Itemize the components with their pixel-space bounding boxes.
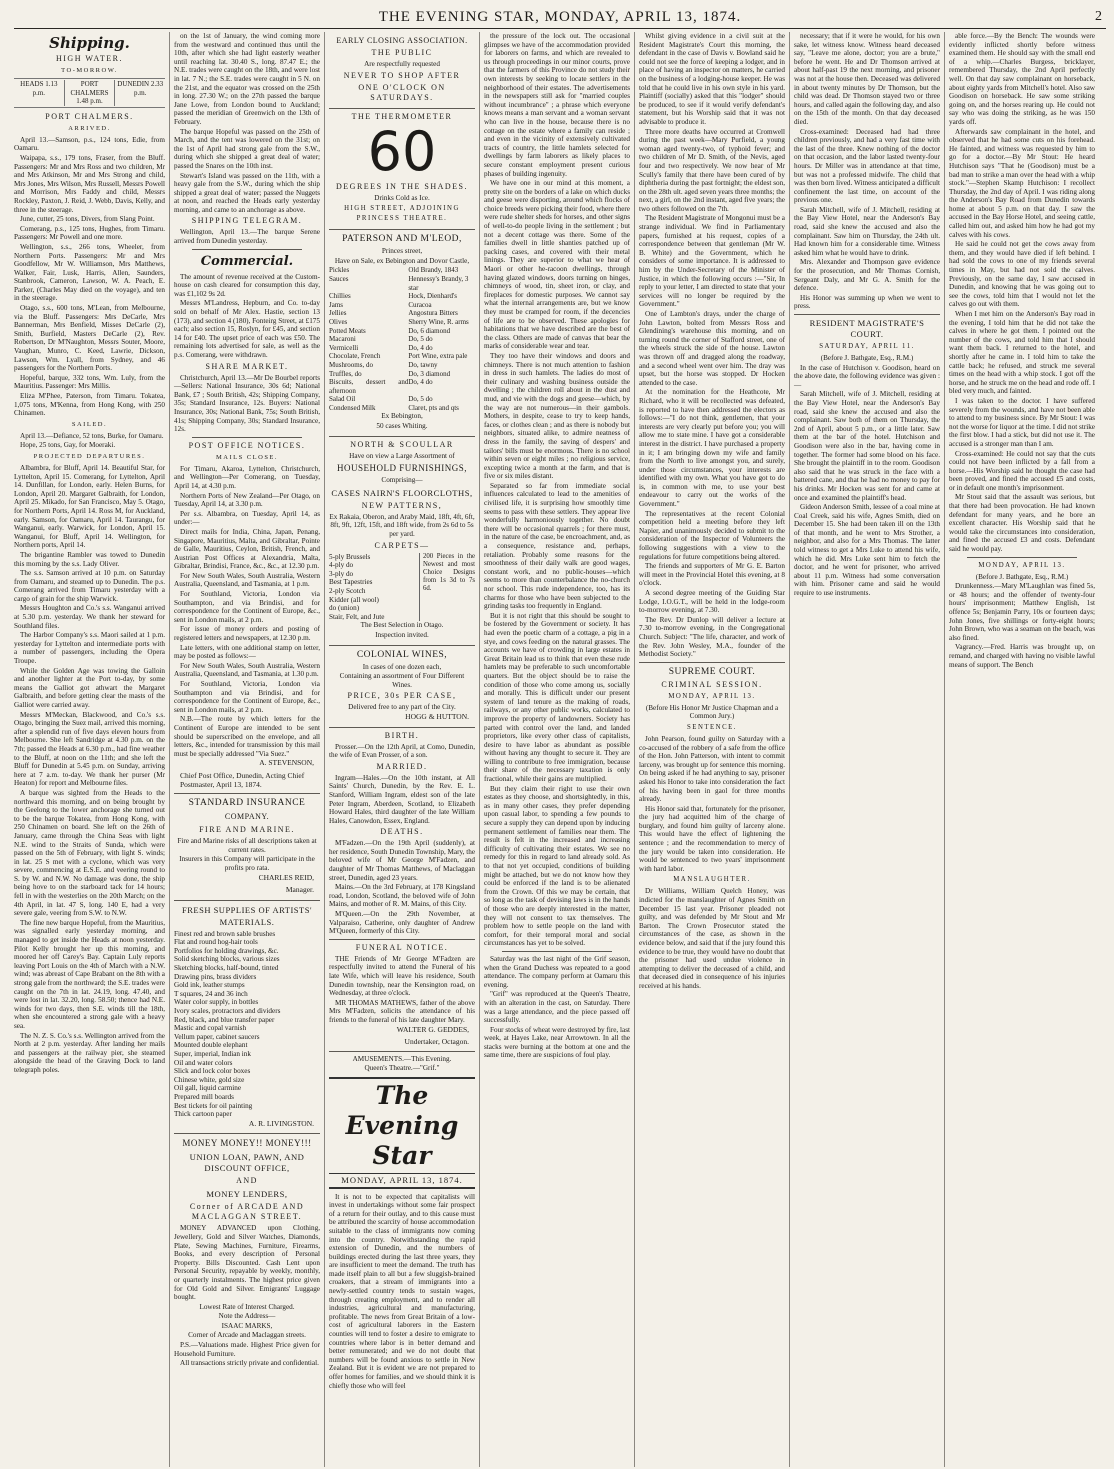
shipping-telegram-heading: SHIPPING TELEGRAM. — [191, 216, 303, 226]
post-office-heading: POST OFFICE NOTICES. — [188, 440, 306, 450]
column-4 — [479, 32, 634, 1467]
post-notice: For Timaru, Akaroa, Lyttelton, Christchurch, and Wellington—Per Comerang, on Tuesday, April 14, at 4.30 p.m. — [174, 464, 320, 490]
news-item: Four stocks of wheat were destroyed by fire, last week, at Hayes Lake, near Arrowtown. In all the stacks were burning at the bottom at one and the same time, there are suspicions of foul play. — [484, 1025, 630, 1060]
artists-list-item: Vellum paper, cabinet saucers — [174, 1032, 260, 1041]
goods-row — [329, 301, 475, 310]
goods-cell: Port Wine, extra pale — [408, 352, 468, 361]
goods-cell: Do, 3 diamond — [408, 369, 451, 378]
rm-court-date: SATURDAY, APRIL 11. — [819, 343, 915, 350]
early-closing-text: Are respectfully requested — [364, 60, 440, 68]
goods-cell: Angostura Bitters — [408, 309, 458, 318]
commercial-entry: Messrs M'Landress, Hepburn, and Co. to-day sold on behalf of Mr Alex. Hastie, section 13 (173), and section 4 (180), Fonteirg Street, at £175 each; also section 15, Roslyn, for £45, and section 14 for £40. The upset price of each was £50. The remaining lots advertised for sale, as well as the p.s. Comerang, were withdrawn. — [174, 299, 320, 359]
column-2 — [169, 32, 324, 1467]
thermometer-text: Drinks Cold as Ice. — [374, 193, 430, 202]
shipping-news: The fine new barque Hopeful, from the Mauritius, was signalled early yesterday morning, and managed to get inside the Heads at noon yesterday. Pilot Kelly brought her up this morning, and moored her off Carey's Bay. Captain Luly reports leaving Port Louis on the 4th of March with a N.W. wind; was abreast of Cape Brabant on the 8th with a strong gale from the northward; the S.E. trades were caught on the 7th in lat. 24.19, long. 47.40, and were lost in lat. 32.20, long. 58.50; thence had N.E. winds for two days, then S.E. winds till the 18th, when she encountered a strong gale with a heavy sea. — [14, 918, 165, 1030]
goods-row — [329, 378, 475, 395]
artists-list-item: Portfolios for holding drawings, &c. — [174, 946, 279, 955]
court-report: Drunkenness.—Mary M'Laughlan was fined 5s, or 48 hours; and the offender of twenty-four hours' imprisonment; Matthew English, 1st offence 5s; Benjamin Parry, 10s or fourteen days; John Jones, five shillings or forty-eight hours; John Brown, who was a seaman on the beach, was also fined. — [949, 582, 1095, 642]
court-report: Gideon Anderson Smith, lessee of a coal mine at Coal Creek, said his wife, Agnes Smith, died on December 15. She had been taken ill on the 13th of that month, and he went to Mrs Strother, a neighbor, and also for a Mrs Thomas. The latter told witness to get a Mrs Luke to attend his wife, which he did. Mrs Luke sent him to fetch the doctor, and he went for prisoner, who arrived about 11 p.m. Witness had some conversation with him. Prisoner came and said he would require to use instruments. — [794, 503, 940, 598]
paper-title: The Evening Star — [329, 1077, 475, 1174]
insurance-subtitle: COMPANY. — [224, 812, 270, 822]
news-item: "Grif" was reproduced at the Queen's Theatre, with an alteration in the cast, on Saturday. There was a large attendance, and the piece passed off successfully. — [484, 990, 630, 1025]
thermometer-unit: DEGREES IN THE SHADES. — [336, 181, 468, 191]
editorial-text: But it is not right that this should be sought to be fostered by the Government or society. It has had even the poetic charm of a cottage, a pig in a stye, and cows feeding on the natural grasses. The accounts we have of crowding in large estates in Great Britain lead us to think that even these rude hamlets may be preferable to such uncomfortable quarters. But the object should be to raise the condition of those who come among us, socially and morally. This is difficult under our present system of land tenure as the making of roads, railways, or any other public works, calculated to improve the property of landowners. Society has parted with control over the land, and landed proprietors, like every other class of capitalists, desire to have labor as abundant as possible without having any thought to secure it. They are willing to contribute to free immigration, because their share of the necessary taxation is only fractional, while their gains are multiplied. — [484, 611, 630, 784]
court-report: I was taken to the doctor. I have suffered severely from the wounds, and have not been able to attend to my business since. By Mr Stout: I was not the worse for liquor at the time. I did not strike the first blow. I had a stick, but did not use it. The accused is a stronger man than I am. — [949, 396, 1095, 448]
goods-cell: Jams — [329, 300, 343, 309]
goods-cell: Hock, Dienhard's — [408, 292, 458, 301]
artists-list-item: Slick and lock color boxes — [174, 1067, 251, 1076]
court-before: (Before His Honor Mr Justice Chapman and a Common Jury.) — [645, 703, 779, 721]
goods-cell: Macaroni — [329, 335, 356, 344]
court-report: Afterwards saw complainant in the hotel, and observed that he had some cuts on his forehead. He fainted, and witness was requested by him to go for a doctor.—By Mr Stout: He heard Hutchison says "That he (Goodison) must be a bad man to strike a man over the head with a whip stock."—Stephen Skamp Hutchison: I recollect Thursday, the 2nd day of April. I was riding along the Anderson's Bay Road from Dunedin towards home at about 5 p.m. on that day. I saw the accused in the Bay Horse Hotel, and seeing cattle, called him out, and asked him how he had got my calves with his cows. — [949, 127, 1095, 239]
post-notice: For Southland, Victoria, London via Southampton, and via Brindisi, and for correspondence for the Continent of Europe, &c., sent in London mails, at 2 p.m. — [174, 590, 320, 624]
editorial-text: Separated so far from immediate social influences calculated to lead to the amenities of civilised life, it is surprising how smoothly time seems to pass with these settlers. They appear live wonderfully harmoniously together. No doubt there will be occasional quarrels ; for there must, in the nature of the case, be encroachment, and, as a consequence, resistance and, perhaps, retaliation. Probably some reasons for the smoothness of their daily walk are good wages, constant work, and no public-houses—which seems to more than counterbalance the no-church nor school. This rude independence, too, has its charms for those who have been subjected to the grinding tasks too frequently in England. — [484, 481, 630, 611]
divider — [329, 436, 475, 437]
thermometer-address: HIGH STREET, ADJOINING PRINCESS THEATRE. — [344, 205, 460, 223]
column-3 — [324, 32, 479, 1467]
post-notice: For issue of money orders and posting of registered letters and newspapers, at 12.30 p.m. — [174, 625, 320, 643]
death-notice: M'Fadzen.—On the 19th April (suddenly), at her residence, South Dunedin Township, Mary, the beloved wife of Mr George M'Fadzen, and daughter of Mr Thomas Matthews, of Maclaggan street, Dunedin, aged 23 years. — [329, 839, 476, 882]
loan-subtitle: MONEY LENDERS, — [206, 1189, 288, 1200]
loan-text: MONEY ADVANCED upon Clothing, Jewellery, Gold and Silver Watches, Diamonds, Plate, Sewing Machines, Furniture, Firearms, Books, and every description of Personal Property. Bills Discounted. Cash Lent upon Personal Security, repayable by weekly, monthly, or quarterly instalments. The highest price given for Old Gold and Silver. Emigrants' Luggage bought. — [174, 1224, 320, 1302]
goods-cell: Sherry Wine, R. arms — [408, 317, 469, 326]
court-report: able force.—By the Bench: The wounds were evidently inflicted shortly before witness examined them. He should say with the small end of a whip.—Charles Burgess, bricklayer, remembered Thursday, the 2nd April perfectly well. On that day saw complainant on horseback, about eighty yards from Mitchell's hotel. Also saw Goodison on horseback. He saw some striking going on, and the horses rearing up. He could not say who was doing the striking, as he was 150 yards off. — [949, 32, 1095, 126]
column-6 — [789, 32, 944, 1467]
news-item: Saturday was the last night of the Grif season, when the Grand Duchess was repeated to a good attendance. The company perform at Oamaru this evening. — [484, 954, 630, 989]
birth-notice: Prosser.—On the 12th April, at Como, Dunedin, the wife of Evan Prosser, of a son. — [329, 742, 475, 760]
divider — [329, 229, 475, 230]
undertaker-role: Undertaker, Octagon. — [404, 1037, 469, 1047]
goods-row — [329, 266, 475, 275]
shipping-news: The brigantine Rambler was towed to Dunedin this morning by the s.s. Lady Oliver. — [14, 550, 165, 568]
birth-heading: BIRTH. — [384, 730, 420, 740]
married-heading: MARRIED. — [376, 761, 428, 771]
amusements-entry: Queen's Theatre.—"Grif." — [364, 1064, 440, 1073]
goods-row — [329, 335, 475, 344]
wines-price: PRICE, 30s PER CASE, — [347, 691, 457, 701]
goods-cell: Curacoa — [408, 300, 432, 309]
carpet-item: 5-ply Brussels — [329, 552, 371, 561]
insurance-ad — [174, 797, 320, 895]
insurance-role: Manager. — [285, 885, 314, 895]
paterson-mleod-ad — [329, 233, 475, 430]
insurance-title: STANDARD INSURANCE — [188, 798, 306, 809]
goods-cell: Do, 4 do — [408, 378, 433, 387]
post-notice: Per s.s. Albambra, on Tuesday, April 14, as under:— — [174, 509, 320, 527]
postmaster-title: Chief Post Office, Dunedin, Acting Chief Postmaster, April 13, 1874. — [180, 770, 305, 789]
goods-cell: Chillies — [329, 292, 351, 301]
arrival-entry: Waipapa, s.s., 179 tons, Fraser, from the Bluff. Passengers: Mr and Mrs Ross and two children, Mr and Mrs Atkinson, Mr and Mrs Strong and child, Mrs Jones, Mrs Wilson, Mrs Russell, Messrs Powell and Morrison, Mrs Faddy and child, Messrs Rockley, Paxton, J. Reid, J. Webb, Davis, Kelly, and three in the steerage. — [14, 153, 165, 214]
early-closing-ad — [329, 35, 475, 103]
goods-cell: Vermicelli — [329, 343, 359, 352]
loan-and: AND — [236, 1176, 258, 1186]
shipping-news: While the Golden Age was towing the Galloin and another lighter at the Port to-day, by some means the Galliot got athwart the Margaret Galbraith, and before getting clear the masts of the Galliot were carried away. — [14, 666, 165, 709]
editorial-text: They too have their windows and doors and chimneys. There is not much attention to fashion in dress in such hamlets. The ladies do most of their culinary and washing business outside the dwelling ; the children roll about in the dust and mud, and vie with the dogs and geese—which, by the way are not numerous—in their gambols. Mothers, in despite, cease to try to keep hands, faces, or clothes clean ; and as there is nobody but neighbors, situated alike, to admire neatness of dress in the family, the saving of despers' and tailors' bills must be enormous. There is no school within seven or eight miles ; no religious service, excepting twice a month at the farm, and that is five or six miles distant. — [484, 351, 630, 481]
carpets-block — [329, 553, 475, 622]
death-notice: M'Queen.—On the 29th November, at Valparaiso, Catherine, only daughter of Andrew M'Queen, formerly of this City. — [329, 910, 475, 936]
carpet-item: Kidder (all wool) — [329, 595, 379, 604]
paterson-ex: 50 cases Whiting. — [376, 422, 428, 431]
artists-list-item: T squares, 24 and 36 inch — [174, 989, 248, 998]
shipping-news: Messrs M'Meckan, Blackwood, and Co.'s s.s. Otago, bringing the Suez mail, arrived this morning, after a splendid run of five days eleven hours from Melbourne. She left Sandridge at 4.30 p.m. on the 7th; passed the Heads at 6.30 p.m., had fine weather to the Bluff, at noon on the 11th; and she left the Bluff for Dunedin at 5.45 p.m. on Sunday, arriving here at 7 a.m. to-day. We thank her purser (Mr Heaton) for report and Melbourne files. — [14, 710, 165, 788]
court-report: In the case of Hutchison v. Goodison, heard on the above date, the following evidence was given :— — [794, 363, 940, 389]
artists-list-item: Solid sketching blocks, various sizes — [174, 955, 280, 964]
goods-cell: Salad Oil — [329, 395, 356, 404]
news-item: The Rev. Dr Dunlop will deliver a lecture at 7.30 to-morrow evening, in the Congregational Church. Subject: "The life, character, and work of the Rev. John Wesley, M.A., founder of the Methodist Society." — [639, 615, 785, 659]
shipping-news: on the 1st of January, the wind coming more from the westward and continued thus until the 10th, after which she had light easterly weather until reaching lat. 30.40 S., long. 87.47 E.; the N.E. trades were caught on the 18th, and were lost in lat. 7 N.; the S.E. trades were caught in 5 N. on the 21st, and the equator was crossed on the 25th in long. 27.30 W.; on the 27th passed the barque Jane Lowe, from London bound to Auckland; passed the meridian of Greenwich on the 13th of February. — [174, 32, 320, 126]
editorial-text: the pressure of the lock out. The occasional glimpses we have of the accommodation provided for laborers on farms, and which are revealed to us through proceedings in our minor courts, prove that the farmers of this Province do not study their own interests by seeking to locate settlers in the neighborhood of their estates. The advertisements in the newspapers still ask for "married couples without incumbrance" ; a phrase which everyone knows means a man servant and a woman servant who can live in the house, because there is no cottage on the estate where a family can reside ; and even in the vicinity of extensively cultivated tracts of country, the little hamlets selected for dwellings by farm laborers as likely places to secure constant employment present curious phases of building ingenuity. — [484, 32, 630, 178]
divider — [192, 437, 302, 438]
goods-row — [329, 344, 475, 353]
editorial-text: It is not to be expected that capitalists will invest in undertakings without some fair prospect of a return for their outlay, and to this cause must be attributed the scarcity of house accommodation suitable to the class of immigrants now coming into the country. Notwithstanding the rapid extension of Dunedin, and the numbers of buildings erected during the last three years, they are insufficient to meet the demand. The truth has made itself plain to all but a few sluggish-brained croakers, that a stream of immigrants into a newly-settled country tends to sustain wages, through creating employment, and to render all industries, agricultural and manufacturing, profitable. The news from Great Britain of a low-cost of agricultural laborers in the Eastern counties will tend to foster a desire to emigrate to countries where labor is in better demand and better remunerated; and we do not doubt that numbers will be found anxious to settle in New Zealand. But it is evident we are not prepared to offer homes for families, and we should think it is chiefly those who will feel — [329, 1192, 475, 1390]
divider — [502, 951, 612, 952]
supreme-court-heading: SUPREME COURT. — [668, 666, 756, 677]
early-closing-title: EARLY CLOSING ASSOCIATION. — [336, 36, 468, 45]
carpet-item: 4-ply do — [329, 561, 354, 570]
goods-row — [329, 292, 475, 301]
news-item: A second degree meeting of the Guiding Star Lodge, I.O.G.T., will be held in the lodge-room to-morrow evening, at 7.30. — [639, 589, 785, 615]
artists-list-item: Mastic and copal varnish — [174, 1024, 247, 1033]
court-report: Sarah Mitchell, wife of J. Mitchell, residing at the Bay View Hotel, near the Anderson's Bay road, said she knew the accused and also the complainant. Saw both of them on Thursday, the 2nd of April, about 5 p.m., or a little later. Saw them at the bar of the hotel. Hutchison and Goodison were also in the bar, having come in together. The former had some blood on his face. She brought the plaintiff in to the room. Goodison also said that he was struck in the face with a battered cane, and that he had no money to pay for his drinks. Mr Hocken was sent for and came at once and examined the plaintiff's head. — [794, 390, 940, 502]
arrival-entry: Comerang, p.s., 125 tons, Hughes, from Timaru. Passengers: Mr Powell and one more. — [14, 224, 165, 242]
court-report: John Pearson, found guilty on Saturday with a co-accused of the robbery of a safe from the office of the Hon. John Patterson, with intent to commit larceny, was brought up for sentence this morning. On being asked if he had anything to say, prisoner asked his Honor to take into consideration the fact of his having been in gaol for three months already. — [639, 734, 785, 804]
artists-list-item: Thick cartoon paper — [174, 1110, 232, 1119]
departures-heading: PROJECTED DEPARTURES. — [33, 452, 146, 460]
insurance-text: Fire and Marine risks of all descriptions taken at current rates. — [177, 837, 317, 854]
divider — [639, 662, 785, 663]
court-report: His Honor was summing up when we went to press. — [794, 293, 940, 311]
court-report: When I met him on the Anderson's Bay road in the evening, I told him that he did not take the calves in where he got them. I pointed out the number of the cows, and told him that I should want them back. I returned to the hotel, and shortly after he came in. I told him to take the cattle back; he refused, and struck me several times on the head with a whip stock. I got off the horse, and he struck me on the head and rode off. I bled very much, and fainted. — [949, 310, 1095, 396]
news-item: The Resident Magistrate of Mongonui must be a strange individual. We find in Parliamentary papers, furnished at his request, copies of a correspondence between that gentleman (Mr W. B. White) and the Government, which he considers of some importance. It is addressed to him by the Under-Secretary of the Minister of Justice, in which the following occurs :—"Sir, In reply to your letter, I am directed to state that your services will no longer be required by the Government." — [639, 214, 785, 309]
post-notice: Late letters, with one additional stamp on letter, may be posted as follows:— — [174, 643, 320, 661]
loan-address: Note the Address— — [218, 1312, 276, 1321]
divider — [174, 793, 320, 794]
insurance-type: FIRE AND MARINE. — [199, 825, 295, 835]
north-scoullar-furnishings: HOUSEHOLD FURNISHINGS, — [336, 463, 467, 474]
deaths-heading: DEATHS. — [380, 827, 424, 837]
arrival-entry: Hopeful, barque, 332 tons, Wm. Luly, from the Mauritius. Passenger: Mrs Millis. — [14, 373, 165, 391]
married-notice: Ingram—Hales.—On the 10th instant, at All Saints' Church, Dunedin, by the Rev. E. L. Stanford, William Ingram, eldest son of the late Peter Ingram, Aberdeen, Scotland, to Elizabeth Howard Hales, third daughter of the late William Hales, Canowdon, Essex, England. — [329, 773, 475, 825]
wines-text: Delivered free to any part of the City. — [348, 703, 456, 712]
divider — [329, 939, 475, 940]
sailed-entry: April 13.—Defiance, 52 tons, Burke, for Oamaru. — [20, 431, 164, 440]
court-date-2: MONDAY, APRIL 13. — [978, 561, 1066, 569]
paterson-goods-table — [329, 266, 475, 412]
wines-signature: HOGG & HUTTON. — [405, 711, 469, 721]
court-before-2: (Before J. Bathgate, Esq., R.M.) — [975, 572, 1069, 581]
shipping-news: Stewart's Island was passed on the 11th, with a heavy gale from the S.W., during which the ship shipped a great deal of water; passed the Nuggets at noon, and reached the Heads early yesterday morning, and came to an anchorage as above. — [174, 171, 320, 214]
wines-title: COLONIAL WINES, — [356, 649, 448, 660]
court-report: Cross-examined: Deceased had had three children previously, and had a very fast time with the last of the three. Knew nothing of the doctor on that occasion, and the labor lasted twenty-four hours. Dr Miller was in attendance at that time, but was not a professed midwife. The child that was then born lived. Witness anticipated a difficult confinement the last time, on account of the previous one. — [794, 127, 940, 205]
artists-list-item: Prepared mill boards — [174, 1092, 234, 1101]
arrival-entry: Otago, s.s., 600 tons, M'Lean, from Melbourne, via the Bluff. Passengers: Mrs DeCarle, Mrs Bannerman, Mrs Benfield, Misses DeCarle (2), Smith, Burfield, Masters DeCarle (2), Rev. Robertson, Dr M'Naughton, Messrs Souter, Moore, Vaughan, Munro, C. Keed, Lawrie, Dickson, Lawson, Wm. Lyall, from Sydney, and 46 passengers for the Northern Ports. — [14, 304, 165, 373]
funeral-notice: THE Friends of Mr George M'Fadzen are respectfully invited to attend the Funeral of his late Wife, which will leave his residence, South Dunedin township, near the Kensington road, on Wednesday, at three o'clock. — [329, 954, 475, 998]
post-notice: Direct mails for India, China, Japan, Penang, Singapore, Mauritius, Malta, and Gibraltar, Pointe de Galle, Mauritius, Ceylon, British, French, and Austrian Post Offices at Alexandria, Malta, Gibraltar, Brindisi, France, &c., &c., at 12.30 p.m. — [174, 527, 320, 571]
editorial-dateline: MONDAY, APRIL 13, 1874. — [329, 1176, 475, 1189]
commercial-heading: Commercial. — [200, 253, 294, 269]
thermometer-value: 60 — [367, 119, 437, 183]
criminal-session-heading: CRIMINAL SESSION. — [661, 679, 763, 689]
funeral-heading: FUNERAL NOTICE. — [355, 942, 449, 952]
paterson-sale: Have on Sale, ex Bebington and Dovor Castle, — [334, 256, 470, 265]
divider — [329, 108, 475, 109]
rm-court-before: (Before J. Bathgate, Esq., R.M.) — [820, 354, 914, 362]
artists-list-item: Gold ink, leather stumps — [174, 981, 245, 990]
goods-row — [329, 352, 475, 361]
editorial-text: We have one in our mind at this moment, a pretty site on the borders of a lake on which ducks and geese were disporting, around which flocks of choice breeds were picking their food, where there were rude shelter sheds for horses, and other signs of well-to-do people living in the settlement ; but not a decent cottage was there. Some of the families dwell in little shanties patched up of packing cases, and covered with their metal linings. They are superior to what we hear of Maori or other he-racoon dwellings, through having glazed windows, doors turning on hinges, chimneys of wood, tin, sheet iron, or clay, and fireplaces for domestic purposes. We cannot say what the internal arrangements are, but we know they must be cramped for room, if the decencies of life are to be observed. These apologies for habitations that we have described are the best of the class. Others are made of canvas that bear the marks of considerable wear and tear. — [484, 179, 630, 351]
editorial-text: But they claim their right to use their own estates as they choose, and shortsightedly, in this, as in many other cases, they prefer depending upon casual labor, to spending a few pounds to secure a supply they can depend upon by inducing permanent settlement of families near them. The result is felt in the increased and increasing difficulty of cultivating their estates. We see no remedy for this in regard to land already sold. As to that not yet occupied, conditions of building might be attached, but we do not know how they could be enforced if the land is to be alienated from the Crown. Of this we may be certain, that so long as the task of devising laws is in the hands of those who are deeply interested in the matter, they will not consent to tax themselves. The problem how to settle people on the land with comfort, for their temporal moral and social circumstances has yet to be solved. — [484, 784, 630, 948]
tide-heads: HEADS 1.13 p.m. — [20, 80, 58, 97]
loan-title: UNION LOAN, PAWN, AND DISCOUNT OFFICE, — [189, 1152, 305, 1174]
news-item: Three more deaths have occurred at Cromwell during the past week—Mary Purfield, a young woman aged twenty-two, of typhoid fever; and two children of Mr D. Smith, of the Nevis, aged four and two respectively. We now hear of Mr Scully's family that there have been cured of by diphtheria during the past fortnight; the eldest son, on the 28th ult. aged seven years three months; the next, a girl, on the 2nd instant, aged five years; the two others followed on the 7th. — [639, 127, 785, 213]
commercial-entry: The amount of revenue received at the Custom-house on cash cleared for consumption this day, was £1,102 9s 2d. — [174, 272, 320, 298]
court-date: MONDAY, APRIL 13. — [668, 692, 756, 700]
court-report: Mrs. Alexander and Thompson gave evidence for the prosecution, and Mr Thomas Cornish, Sergeant Daly, and Mr G. A. Smith for the defence. — [794, 258, 940, 293]
artists-list-item: Super, imperial, Indian ink — [174, 1050, 251, 1058]
sentence-heading: SENTENCE. — [687, 723, 737, 731]
goods-cell: Olives — [329, 317, 348, 326]
goods-row — [329, 404, 475, 413]
north-scoullar-title: NORTH & SCOULLAR — [350, 439, 454, 449]
shipping-news: The N. Z. S. Co.'s s.s. Wellington arrived from the North at 2 p.m. yesterday. After landing her mails and passengers at the railway pier, she steamed alongside the head of the Graving Dock to land telegraph poles. — [14, 1031, 165, 1074]
court-report: necessary; that if it were he would, for his own sake, let witness know. Witness heard deceased say, "Leave me alone, doctor; you are a brute," before he went. He and Dr Thomson arrived at about half-past 19 the next morning, and prisoner was not at the house then. Deceased was delivered in about twenty minutes by Dr Thomson, but the child was dead. Dr Thomson stayed two or three hours, and called again the following day, and also on the 15th of the month. On that day deceased died. — [794, 32, 940, 126]
arrival-entry: Eliza M'Phee, Paterson, from Timaru. Tokatea, 1,075 tons, M'Kenna, from Hong Kong, with 250 Chinamen. — [14, 392, 165, 418]
north-scoullar-text: Have on view a Large Assortment of — [349, 451, 455, 460]
artists-list-item: Red, black, and blue transfer paper — [174, 1015, 275, 1024]
north-scoullar-text: The Best Selection in Otago. — [360, 621, 444, 630]
court-report: Dr Williams, William Quelch Honey, was indicted for the manslaughter of Agnes Smith on December 15 last year. Prisoner pleaded not guilty, and was defended by Mr Stout and Mr Barton. The Crown Prosecutor stated the circumstances of the case, as shown in the evidence below, and said that if the jury found this evidence to be true, they would have no doubt that the prisoner had used undue violence in attempting to deliver the deceased of a child, and that deceased died in consequence of his injuries received at his hands. — [639, 887, 785, 990]
high-water-heading: HIGH WATER. — [55, 54, 123, 63]
insurance-text: Insurers in this Company will participate in the profits pro rata. — [179, 855, 315, 872]
goods-cell: Hennessy's Brandy, 3 star — [408, 274, 469, 292]
goods-cell: Condensed Milk — [329, 403, 376, 412]
divider — [329, 645, 475, 646]
manslaughter-heading: MANSLAUGHTER. — [673, 876, 751, 884]
news-item: At the nomination for the Heathcote, Mr Richard, who it will be recollected was defeated, is reported to have then addressed the electors as follows:—"I do not think, gentlemen, that your interests are very clearly put before you; you will allow me to state mine. I have got a considerable interest in the district. I have purchased a property in it; I am bringing down my wife and family from the North to live amongst you, and surely, under those circumstances, your interests are identified with my own. What you have got to do is, in common with me, to use your best endeavour to carry out the works of the Government." — [639, 388, 785, 509]
news-item: The representatives at the recent Colonial competition held a meeting before they left Napier, and unanimously decided to submit to the consideration of the Inspector of Volunteers the following suggestions with a view to the regulations for future competitions being altered. — [639, 509, 785, 561]
goods-row — [329, 275, 475, 292]
early-closing-text: ONE O'CLOCK ON SATURDAYS. — [358, 82, 446, 102]
loan-text: P.S.—Valuations made. Highest Price given for Household Furniture. — [174, 1341, 320, 1358]
carpet-item: do (union) — [329, 604, 360, 613]
goods-cell: Biscuits, dessert and afternoon — [329, 378, 409, 395]
columns — [14, 32, 1106, 1467]
loan-address: Corner of Arcade and Maclaggan streets. — [188, 1331, 306, 1340]
post-notice: N.B.—The route by which letters for the Continent of Europe are intended to be sent should be superscribed on the envelope, and all letters, &c., intended for transmission by this mail must be specially addressed "Via Suez." — [174, 715, 320, 758]
shipping-news: The s.s. Samson arrived at 10 p.m. on Saturday from Oamaru, and steamed up to Dunedin. The p.s. Comerang arrived from Timaru yesterday with a cargo of grain for the ship Warwick. — [14, 569, 165, 603]
north-scoullar-cases: CASES NAIRN'S FLOORCLOTHS, — [331, 487, 473, 498]
amusements-heading: AMUSEMENTS.—This Evening. — [352, 1054, 452, 1063]
masthead-title: THE EVENING STAR, MONDAY, APRIL 13, 1874. — [378, 9, 742, 25]
north-scoullar-ad — [329, 440, 475, 640]
paterson-ex: Ex Bebington, — [381, 412, 423, 421]
insurance-signature: CHARLES REID, — [258, 872, 314, 882]
wines-text: Containing an assortment of Four Different Wines. — [339, 672, 465, 689]
news-item: One of Lambton's drays, under the charge of John Lawton, bolted from Messrs Ross and Glendining's warehouse this morning, and on turning round the corner of Stafford street, one of the wheels struck the side of the house. Lawton was thrown off and dragged along the roadway, and a second wheel went over him. The dray was upset, but the horse was stopped. Dr Hocken attended to the case. — [639, 310, 785, 387]
news-item: Whilst giving evidence in a civil suit at the Resident Magistrate's Court this morning, the defendant in the case of Davis v. Bowland said he could not see the force of keeping a lodger, and in place of having an inspector on matters, he carried on the business of a lodging-house keeper. He was told that he could live in his own style in his yard. Plaintiff (socially) asked that this "lodger" should be produced, to see if it would verify defendant's statement, but his Worship said that it was not advisable to produce it. — [639, 32, 785, 126]
court-report: He said he could not get the cows away from them, and they would have died if left behind. I had sold the cows to one of my friends several times in May, but had not sold the calves. Previously, on the same day, I saw accused in Dunedin, and knowing that he was going out to see the cows, told him that I would not let the calves go out with them. — [949, 240, 1095, 309]
loan-corner: Corner of ARCADE AND MACLAGGAN STREET. — [189, 1202, 305, 1222]
masthead — [14, 6, 1106, 29]
loan-rate: Lowest Rate of Interest Charged. — [199, 1302, 295, 1311]
north-scoullar-new: NEW PATTERNS, — [361, 500, 443, 510]
goods-cell: Jellies — [329, 309, 347, 318]
carpet-item: Stair, Felt, and Jute — [329, 612, 385, 621]
artists-list-item: Water color supply, in bottles — [174, 998, 259, 1007]
north-scoullar-text: Ex Rakaia, Oberon, and Araby Maid, 18ft, 4ft, 6ft, 8ft, 9ft, 12ft, 15ft, and 18ft wide, from 2s 6d to 5s per yard. — [329, 512, 475, 539]
column-5 — [634, 32, 789, 1467]
postmaster-signature: A. STEVENSON, — [259, 758, 314, 768]
early-closing-text: NEVER TO SHOP AFTER — [343, 70, 461, 80]
carpets-heading: CARPETS— — [374, 540, 430, 550]
goods-row — [329, 370, 475, 379]
loan-name: ISAAC MARKS, — [221, 1321, 273, 1330]
rm-court-heading: RESIDENT MAGISTRATE'S COURT. — [809, 318, 925, 339]
early-closing-public: THE PUBLIC — [371, 48, 433, 57]
goods-cell: Do, 5 do — [408, 395, 433, 404]
goods-row — [329, 395, 475, 404]
goods-cell: Mushrooms, do — [329, 360, 373, 369]
telegram-entry: Wellington, April 13.—The barque Serene arrived from Dunedin yesterday. — [174, 228, 320, 246]
carpets-note: 200 Pieces in the Newest and most Choice Designs from 1s 3d to 7s 6d. — [419, 553, 475, 622]
artists-list-item: Sketching blocks, half-bound, tinted — [174, 964, 279, 973]
north-scoullar-text: Comprising— — [381, 476, 423, 485]
goods-cell: Pickles — [329, 266, 350, 275]
post-notice: For New South Wales, South Australia, Western Australia, Queensland, and Tasmania, at 1.30 p.m. — [174, 661, 320, 679]
death-notice: Mains.—On the 3rd February, at 178 Kingsland road, London, Scotland, the beloved wife of John Mains, and mother of R. M. Mains, of this City. — [329, 883, 475, 909]
divider — [174, 900, 320, 901]
goods-cell: Do, 4 do — [408, 343, 433, 352]
goods-row — [329, 309, 475, 318]
goods-cell: Chocolate, French — [329, 352, 381, 361]
court-report: Sarah Mitchell, wife of J. Mitchell, residing at the Bay View Hotel, near the Anderson's Bay road, said she knew the accused and also the complainant. Saw him on Thursday, the 24th ult. Had known him for a considerable time. Witness asked him what he would have to drink. — [794, 205, 940, 257]
money-title: MONEY MONEY!! MONEY!!! — [182, 1138, 312, 1149]
artists-list-item: Finest red and brown sable brushes — [174, 929, 276, 938]
court-report: Mr Stout said that the assault was serious, but that there had been provocation. He had known defendant for many years, and he bore an excellent character. His Worship said that he would take the circumstances into consideration, and fined the accused £3 and costs. Defendant said he would pay. — [949, 493, 1095, 554]
divider — [192, 249, 302, 250]
north-scoullar-text: Inspection invited. — [375, 630, 429, 639]
carpets-list — [329, 553, 419, 622]
goods-row — [329, 327, 475, 336]
shipping-heading: Shipping. — [49, 34, 130, 52]
thermometer-title: THE THERMOMETER — [351, 111, 453, 121]
goods-cell: Potted Meats — [329, 326, 366, 335]
column-7 — [944, 32, 1099, 1467]
column-1 — [14, 32, 169, 1467]
paterson-title: PATERSON AND M'LEOD, — [342, 234, 462, 245]
shipping-news: A barque was sighted from the Heads to the northward this morning, and on being brought by the Geelong to the lower anchorage she turned out to be the barque Tokatea, from Hong Kong, with 250 Chinamen on board. She left on the 26th of January, came through the China Seas with light N.E. wind to the Straits of Sunda, which were passed on the 5th of February, with light S. winds; in lat. 25 S met with a cyclone, which was very severe, commencing at E.S.E. and veering round to S. by W. and N.W. No damage was done, the ship being hove to on the starboard tack for 14 hours; fell in with the westerlies on the 20th March; on the 4th April, in lat. 47 S, long. 140 E, had a very severe gale, veering from S.W. to N.W. — [14, 788, 165, 918]
arrival-entry: June, cutter, 25 tons, Divers, from Slang Point. — [20, 215, 155, 224]
tide-dunedin: DUNEDIN 2.33 p.m. — [114, 80, 165, 106]
artists-list-item: Oil and water colors — [174, 1058, 233, 1067]
shipping-news: The barque Hopeful was passed on the 25th of March, and the tent was lowered on the 31st; on the 1st of April had strong gale from the S.W., during which she shipped a great deal of water; passed the Snares on the 10th inst. — [174, 127, 320, 170]
sailed-entry: Hope, 25 tons, Gay, for Moeraki. — [20, 441, 116, 450]
loan-text: All transactions strictly private and confidential. — [180, 1359, 319, 1368]
court-report: Cross-examined: He could not say that the cuts could not have been inflicted by a fall from a horse.—His Worship said he thought the case had been proved, and fined the accused £5 and costs, or in default one month's imprisonment. — [949, 449, 1095, 492]
goods-cell: Truffles, do — [329, 369, 362, 378]
carpet-item: 3-ply do — [329, 569, 354, 578]
undertaker-signature: WALTER G. GEDDES, — [396, 1024, 469, 1034]
arrival-entry: April 13.—Samson, p.s., 124 tons, Edie, from Oamaru. — [14, 135, 165, 153]
court-report: Vagrancy.—Fred. Harris was brought up, on remand, and charged with having no visible lawful means of support. The Bench — [949, 643, 1095, 669]
tide-port-chalmers: PORT CHALMERS 1.48 p.m. — [64, 80, 115, 106]
carpet-item: 2-ply Scotch — [329, 587, 366, 595]
page-number: 2 — [1095, 9, 1102, 24]
artists-list — [174, 930, 320, 1119]
artists-materials-ad — [174, 904, 320, 1129]
goods-cell: Do, 6 diamond — [408, 326, 451, 335]
artists-list-item: Drawing pins, brass dividers — [174, 972, 257, 981]
funeral-notice: MR THOMAS MATHEWS, father of the above Mrs M'Fadzen, solicits the attendance of his friends to the funeral of his late daughter Mary. — [329, 998, 475, 1024]
thermometer-ad — [329, 112, 475, 225]
artists-list-item: Chinese white, gold size — [174, 1075, 245, 1084]
sailed-heading: SAILED. — [71, 420, 108, 428]
divider — [967, 557, 1077, 558]
goods-cell: Do, 5 do — [408, 335, 433, 344]
divider — [329, 1051, 475, 1052]
mails-close-heading: MAILS CLOSE. — [215, 453, 279, 461]
tide-table — [14, 78, 165, 108]
share-market-entry: Christchurch, April 13.—Mr De Bourbel reports—Sellers: National Insurance, 30s 6d; National Bank, £7 ; South British, 42s; Shipping Company, 35s; Standard Insurance, 12s. Buyers: National Insurance, 30s; National Bank, 75s; South British, 41s; Shipping Company, 30s; Standard Insurance, 12s. — [174, 373, 320, 434]
goods-row — [329, 318, 475, 327]
divider — [794, 314, 940, 315]
post-notice: For Southland, Victoria, London via Southampton and via Brindisi, and for correspondence for the Continent of Europe, &c., sent in London mails, at 2 p.m. — [174, 680, 320, 714]
goods-row — [329, 361, 475, 370]
artists-list-item: Best tickets for oil painting — [174, 1101, 253, 1110]
colonial-wines-ad — [329, 649, 475, 722]
share-market-heading: SHARE MARKET. — [205, 361, 289, 371]
goods-cell: Sauces — [329, 274, 349, 283]
post-notice: For New South Wales, South Australia, Western Australia, Queensland, and Tasmania, at 1 p.m. — [174, 571, 320, 589]
news-item: The friends and supporters of Mr G. E. Barton will meet in the Provincial Hotel this evening, at 8 o'clock. — [639, 562, 785, 588]
post-notice: Northern Ports of New Zealand—Per Otago, on Tuesday, April 14, at 3.30 p.m. — [174, 491, 320, 509]
loan-office-ad — [174, 1137, 320, 1368]
artists-signature: A. R. LIVINGSTON. — [248, 1118, 314, 1128]
artists-list-item: Oil gall, liquid carmine — [174, 1084, 242, 1093]
carpet-item: Best Tapestries — [329, 578, 373, 587]
paterson-street: Princes street, — [381, 247, 423, 256]
divider — [329, 727, 475, 728]
court-report: His Honor said that, fortunately for the prisoner, the jury had acquitted him of the charge of burglary, and found him guilty of larceny alone. This would have the effect of lightening the sentence ; and the recommendation to mercy of the jury would be taken into consideration. He would be sentenced to two years' imprisonment with hard labor. — [639, 804, 785, 873]
artists-list-item: Ivory scales, protractors and dividers — [174, 1007, 281, 1016]
artists-title: FRESH SUPPLIES OF ARTISTS' MATERIALS. — [182, 904, 312, 927]
goods-cell: Do, tawny — [408, 360, 438, 369]
arrival-entry: Wellington, s.s., 266 tons, Wheeler, from Northern Ports. Passengers: Mr and Mrs Goodfellow, Mr W. Williamson, Mrs Matthews, Walker, Fair, Lusk, Harris, Allen, Saunders, Stanbrook, Cameron, Lawson, W. A. Peach, E. Parker, (Charles May died on the voyage), and ten in the steerage. — [14, 242, 165, 303]
tide-subheading: TO-MORROW. — [61, 67, 118, 74]
shipping-news: The Harbor Company's s.s. Maori sailed at 1 p.m. yesterday for Lyttelton and intermediate ports with a number of passengers, including the Opera Troupe. — [14, 631, 165, 666]
goods-cell: Old Brandy, 1843 — [408, 266, 459, 275]
divider — [174, 1133, 320, 1134]
port-heading: PORT CHALMERS. — [45, 111, 134, 121]
artists-list-item: Flat and round hog-hair tools — [174, 938, 258, 947]
goods-cell: Claret, pts and qts — [408, 403, 459, 412]
shipping-news: Messrs Houghton and Co.'s s.s. Wanganui arrived at 5.30 p.m. yesterday. We thank her steward for Southland files. — [14, 604, 165, 630]
wines-text: In cases of one dozen each, — [362, 662, 442, 671]
artists-list-item: Mounted double elephant — [174, 1041, 248, 1050]
departures-list: Albambra, for Bluff, April 14. Beautiful Star, for Lyttelton, April 15. Comerang, for Lyttelton, April 14. Dunfillan, for London, early. Helen Burns, for London, April 20. Margaret Galbraith, for London, April 25. Mikado, for San Francisco, May 5. Otago, for Northern Ports, April 14. Ross M, for Auckland, early. Samson, for Oamaru, April 14. Taurangu, for Wanganui, early. Warwick, for London, April 15. Wanganui, for Bluff, April 14. Wellington, for Northern ports, April 14. — [14, 463, 165, 550]
arrived-heading: ARRIVED. — [68, 124, 111, 132]
